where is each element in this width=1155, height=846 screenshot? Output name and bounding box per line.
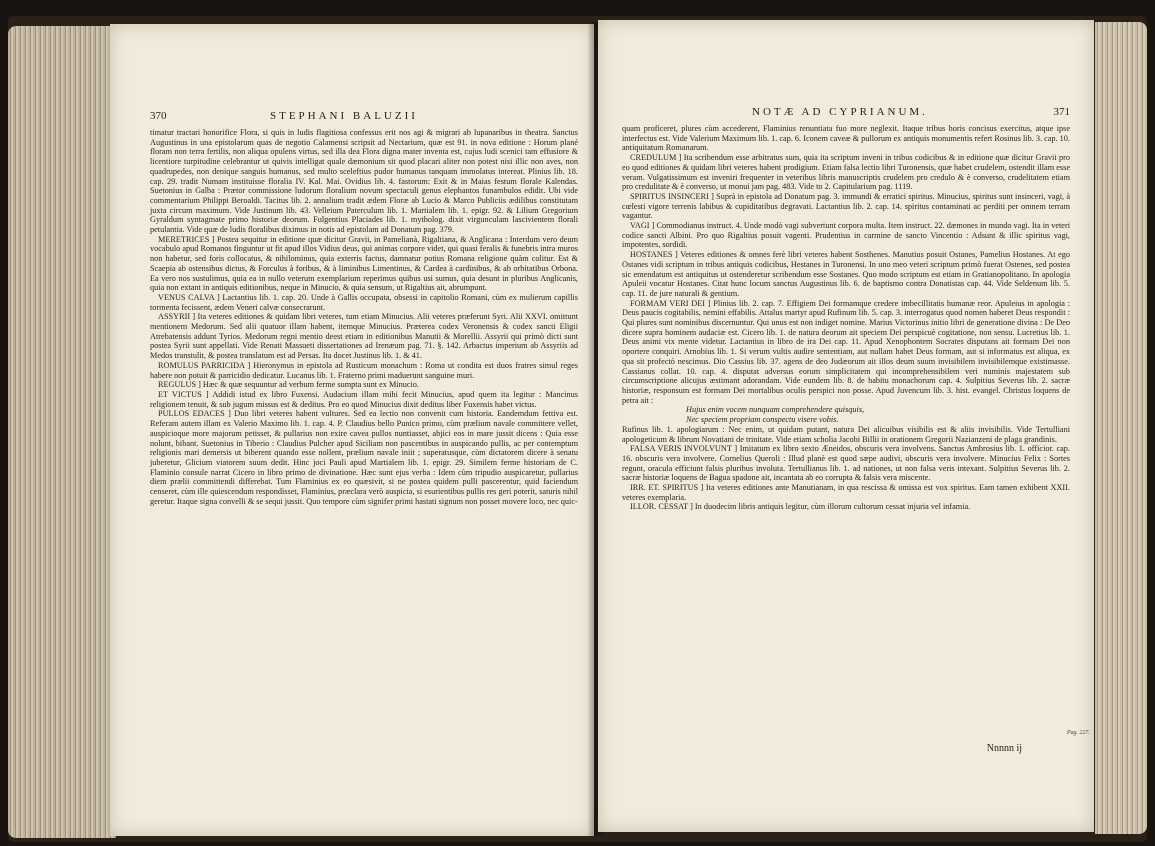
left-page — [110, 24, 594, 836]
margin-note: Pag. 227. — [1066, 730, 1090, 736]
paragraph: CREDULUM ] Ita scribendum esse arbitratus sum, quia ita scriptum inveni in tribus codicibus & in editione quæ dicitur Gravii pro eo quod editiones & quidam libri veteres habent prodigium. Etiam falsa lectio libri Turonensis, quæ habet crudelem, ostendit illam esse veram. Vulgatissimum est inveniri frequenter in veteribus libris manuscriptis crudelem pro credulo & è converso, crudelitatem etiam pro credulitate & è converso, ut monui jam pag. 483. Vide to 2. Capitularium pag. 1119. — [622, 153, 1070, 192]
right-page-edges — [1095, 22, 1147, 834]
left-page-text — [150, 128, 578, 506]
paragraph: quam proficeret, plures cùm accederent, Flaminius renuntiata fuo more neglexit. Itaque tribus horis concisus exercitus, atque ipse interfectus est. Vide Valerium Maximum lib. 1. cap. 6. Iconem caveæ & pullorum ex antiquis monumentis refert Rosinus lib. 3. cap. 10. antiquitatum Romanarum. — [622, 124, 1070, 153]
paragraph: ROMULUS PARRICIDA ] Hieronymus in epistola ad Rusticum monachum : Roma ut condita est duos fratres simul reges habere non potuit & parricidio dedicatur. Lucanus lib. 1. Fraterno primi maduerunt sanguine muri. — [150, 360, 578, 380]
paragraph: SPIRITUS INSINCERI ] Suprà in epistola ad Donatum pag. 3. immundi & erratici spiritus. Minucius, spiritus sunt insinceri, vagi, à cœlesti vigore terrenis labibus & cupiditatibus degravati. Lactantius lib. 2. cap. 14. spiritus contaminati ac perditi per omnem terram vagantur. — [622, 191, 1070, 221]
left-page-edges — [8, 26, 116, 838]
verse-line: Nec speciem propriam conspectu visere vobis. — [686, 415, 839, 425]
signature-mark: Nnnnn ij — [986, 743, 1022, 754]
paragraph: HOSTANES ] Veteres editiones & omnes ferè libri veteres habent Sosthenes. Manutius posuit Ostanes, Pamelius Hostanes. At ego Ostanes vidi scriptum in tribus antiquis codicibus, Hestanes in Turonensi. In uno meo veteri scriptum primò fuerat Ostenes, sed postea sic emendatum est antiquitus ut ostenderetur scribendum esse Sostanes. Quo modo scriptum est etiam in Gratianopolitano. In apologia Apuleii vocatur Hostanes. Citat hunc locum sanctus Augustinus lib. 6. de baptismo contra Donatistas cap. 44. Vide Seldenum lib. 5. cap. 11. de jure naturali & gentium. — [622, 250, 1070, 298]
paragraph: ASSYRII ] Ita veteres editiones & quidam libri veteres, tum etiam Minucius. Alii veteres præferunt Syri. Alii XXVI. omittunt mentionem Medorum. Sed alii quatuor illam habent, itemque Minucius. Præterea codex Veronensis & codex sancti Eligii Atrebatensis addunt Tyrios. Medorum regni mentio deest etiam in editionibus Manutii & Morellii. Assyrii qui primò dicti sunt postea Syrii sunt appellati. Vide Renati Massueti dissertationes ad Irenæum pag. 71. §. 142. Arbactus imperium ab Assyriis ad Medos transtulit, & postea translatum est ad Persas. Ita docet Justinus lib. 1. & 41. — [150, 312, 578, 361]
paragraph: VAGI ] Commodianus instruct. 4. Unde modò vagi subvertunt corpora multa. Item instruct. 22. dæmones in mundo vagi. Ita in veteri codice sancti Albini. Pro quo Rigaltius posuit vagenti. Prudentius in carmine de sancto Vincentio : Adsunt & illic spiritus vagi, impotentes, sordidi. — [622, 221, 1070, 250]
open-book — [8, 16, 1147, 842]
running-head: STEPHANI BALUZII — [270, 110, 418, 122]
paragraph: timatur tractari honorifice Flora, si quis in ludis flagitiosa confessus erit nos agi & migrari ab lupanaribus in theatra. Sanctus Augustinus in una epistolarum quas de negotio Calamensi scripsit ad Nectarium, quæ est 91. in nova editione : Horum plané floram non terra fertilis, non aliqua opulens virtus, sed illa dea Flora digna mater inventa est, cujus ludi scenici tam effusiore & licentiore turpitudine celebrantur ut quivis intelligat quale dæmonium sit quod placari aliter non potest nisi illic non aves, non quadrupedes, non denique sanguis humanus, sed multo sceleftius pudor humanus tanquam immolatus intereat. Plinius lib. 18. cap. 29. tradit Numam instituisse floralia IV. Kal. Mai. Ovidius lib. 4. fastorum: Exit & in Maias festum florale Kalendas. Suetonius in Galba : Prætor commissione ludorum floralium novum spectaculi genus elephantos funambulos edidit. Ubi vide commentarium Philippi Beroaldi. Tacitus lib. 2. annalium tradit ædem Floræ ab Lucio & Marco Publiciis ædilibus constitutam juxta circum maximum. Vide Justinum lib. 43. Velleium Paterculum lib. 1. Martialem lib. 1. epigr. 92. & Lilium Gregorium Gyraldum syntagmate primo historiæ deorum. Fulgentius Placiades lib. 1. mytholog. dixit virgunculam lascivientem florali petulantia. Vide quæ de ludis floralibus diximus in notis ad epistolam ad Donatum pag. 379. — [150, 128, 578, 235]
paragraph: ET VICTUS ] Addidi istud ex libro Fuxensi. Audacium illam mihi fecit Minucius, apud quem ita legitur : Mancinus religionem tenuit, & sub jugum missus est & deditus. Pro eo quod Minucius dixit deditus liber Fuxensis habet victus. — [150, 389, 578, 409]
verse-line: Hujus enim vocem nunquam comprehendere quisquis, — [686, 405, 865, 415]
paragraph: IRR. ET. SPIRITUS ] Ita veteres editiones ante Manutianam, in qua rescissa & omissa est vox spiritus. Eam tamen exhibent XXII. veteres exemplaria. — [622, 483, 1070, 502]
running-head: NOTÆ AD CYPRIANUM. — [752, 106, 928, 118]
paragraph: REGULUS ] Hæc & quæ sequuntur ad verbum ferme sumpta sunt ex Minucio. — [158, 380, 419, 390]
page-number: 371 — [1053, 106, 1070, 118]
paragraph: VENUS CALVA ] Lactantius lib. 1. cap. 20. Unde à Gallis occupata, obsessi in capitolio Romani, cùm ex mulierum capillis tormenta fecissent, ædem Veneri calvæ consecrarunt. — [150, 292, 578, 312]
right-page — [598, 20, 1094, 832]
paragraph: FALSA VERIS INVOLVUNT ] Imitatum ex libro sexto Æneidos, obscuris vera involvens. Sanctus Ambrosius lib. 1. officior. cap. 16. obscuris vera involvere. Cornelius Queroli : Illud planè est quod sæpe audivi, obscuris vera involvere. Minucius Felix : Sortes regunt, oracula efficiunt falsis pluribus involuta. Tertullianus lib. 1. ad nationes, ut non falsa veris intexant. Sulpitius Severus lib. 2. sacræ historiæ loquens de Bagua spadone ait, incantata ab eo corrupta & falsis vera miscente. — [622, 444, 1070, 483]
paragraph: ILLOR. CESSAT ] In duodecim libris antiquis legitur, cùm illorum cultorum cessat injuria vel infamia. — [630, 502, 971, 512]
paragraph: MERETRICES ] Postea sequitur in editione quæ dicitur Gravii, in Pamelianà, Rigaltiana, & Anglicana : Interdum vero deum vocabulo apud Romanos finguntur ut fit apud illos Vidius deus, qui animas corpore videt, qui quasi feralis & funebris intra muros non habetur, sed foris collocatus, & nihilominus, quia exterris factus, damnatur potius Romana religione quàm colitur. Est & Scaepia ab ostensibus dictus, & Forculus à foribus, & à liminibus Limentinus, & Cardea à cardinibus, & ab orbitatibus Orbona. Ea vero nos sustulimus, quia ea in nullo veterum exemplarium reperimus quibus usi sumus, quia desunt in pluribus Anglicanis, quia non extant in antiquis editionibus, neque in Minucio, & quia sensum, ut Rigaltius ait, abrumpunt. — [150, 234, 578, 293]
page-number: 370 — [150, 110, 167, 122]
left-page-header — [150, 110, 576, 126]
paragraph: Rufinus lib. 1. apologiarum : Nec enim, ut quidam putant, natura Dei alicuibus visibilis est & aliis invisibilis. Vide Tertulliani apologeticum & librum Novatiani de trinitate. Vide etiam scholia Jacobi Billii in orationem Gregorii Nazianzeni de plaga grandinis. — [622, 424, 1070, 444]
paragraph: PULLOS EDACES ] Duo libri veteres habent vultures. Sed ea lectio non convenit cum historia. Eandemdum fettiva est. Referam autem illam ex Valerio Maximo lib. 1. cap. 4. P. Claudius bello Punico primo, cùm prælium navale committere vellet, auspicioque more majorum petisset, & pullarius non exire cavea pullos nuntiasset, abjici eos in mare jussit dicens : Quia esse nolunt, bibant. Suetonius in Tiberio : Claudius Pulcher apud Siciliam non pascentibus in auspicando pullis, ac per contemptum religionis mari demersis ut biberent quando esse nollent, prælium navale iniit ; superatusque, cùm dictatorem dicere à senatu juberetur, Glicium viatorem suum dedit. Hinc joci Pauli apud Martialem lib. 1. epigr. 29. Similem ferme historiam de C. Flaminio consule narrat Cicero in libro primo de divinatione. Hæc sunt ejus verba : Idem cùm tripudio auspicaretur, pullarius diem prælii committendi differebat. Tum Flaminius ex eo quæsivit, si ne postea quidem pulli pascerentur, quid faciendum censeret, cùm ille quiescendum respondisset, Flaminius, præclara verò auspicia, si esurientibus pullis res geri poterit, saturis nihil geretur. Itaque signa convelli & se sequi jussit. Quo tempore cùm signifer primi hastati signum non posset movere loco, nec quic- — [150, 409, 578, 506]
paragraph: FORMAM VERI DEI ] Plinius lib. 2. cap. 7. Effigiem Dei formamque credere imbecillitatis humanæ reor. Apuleius in apologia : Deus paucis cogitabilis, nemini effabilis. Attalus martyr apud Rufinum lib. 5. cap. 3. interrogatus quod nomen haberet Deus respondit : Qui plures sunt nominibus discernuntur. Qui unus est non indiget nomine. Marius Victorinus initio libri de generatione divina : De Deo dicere supra hominem audaciæ est. Cicero lib. 1. de natura deorum ait speciem Dei perspicuè cogitatione, non sensu. Lucretius lib. 1. Deus animi vix mente videtur. Lactantius in libro de ira Dei cap. 11. Apud Xenophontem Socrates disputans ait formam Dei non oportere conquiri. Arnobius lib. 1. Si verum vultis audire sententiam, aut nullam habet Deus formam, aut si informatus est aliqua, ex qua sit profectò nescimus. Dio Cassius lib. 37. agens de deo Judæorum ait illos deum suum invisibilem invisibilemque existimasse. Cassianus collat. 10. cap. 4. disputat adversus eorum simplicitatem qui incomprehensibilem veri numinis majestatem sub circumscriptione alicujus æstimant adorandam. Vide eundem lib. 8. de habitu monachorum cap. 4. Sulpitius Severus lib. 2. sacræ historiæ, responsum est formam Dei mortalibus oculis perspici non posse. Apud Juvencum lib. 3. hist. evangel. Christus loquens de petra ait : — [622, 298, 1070, 405]
right-page-header — [622, 106, 1070, 122]
right-page-text — [622, 124, 1070, 512]
